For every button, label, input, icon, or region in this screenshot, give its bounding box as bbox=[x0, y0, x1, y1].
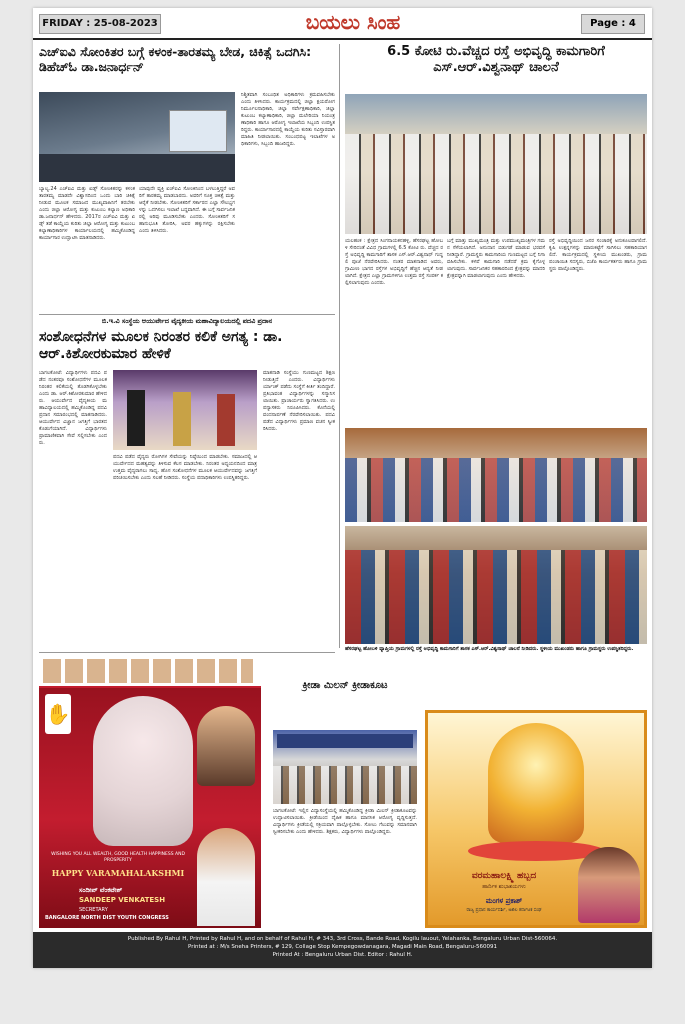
graduation-photo bbox=[113, 370, 257, 450]
goddess-lakshmi-illustration bbox=[93, 696, 193, 846]
crowd-of-people bbox=[345, 458, 647, 522]
sandeep-photo-bottom bbox=[197, 828, 255, 926]
section-divider bbox=[39, 314, 335, 315]
road-body-left: ಯಲಹಂಕ : ಕ್ಷೇತ್ರದ ಸಿಂಗನಾಯಕನಹಳ್ಳಿ, ಹೆಸರಘಟ್ಟ ಹೋಬಳಿ ಸೇರಿದಂತೆ ವಿವಿಧ ಗ್ರಾಮಗಳಲ್ಲಿ 6.5 ಕೋಟಿ ರು. ವೆಚ್ಚದ ರಸ್ತೆ ಅಭಿವೃದ್ಧಿ ಕಾಮಗಾರಿಗೆ ಶಾಸಕ ಎಸ್.ಆರ್.ವಿಶ್ವನಾಥ್ ಗುದ್ದಲಿ ಪೂಜೆ ನೆರವೇರಿಸಿದರು. ನಂತರ ಮಾತನಾಡಿದ ಅವರು, ಗ್ರಾಮೀಣ ಭಾಗದ ರಸ್ತೆಗಳ ಅಭಿವೃದ್ಧಿಗೆ ಹೆಚ್ಚಿನ ಆದ್ಯತೆ ನೀಡಲಾಗಿದೆ. ಕ್ಷೇತ್ರದ ಎಲ್ಲಾ ಗ್ರಾಮಗಳಿಗೂ ಉತ್ತಮ ರಸ್ತೆ ಸಂಪರ್ಕ ಕಲ್ಪಿಸಲಾಗುವುದು ಎಂದರು. bbox=[345, 238, 443, 286]
issue-date: FRIDAY : 25-08-2023 bbox=[39, 14, 161, 34]
imprint-line-2: Printed at : M/s Sneha Printers, # 129, Collage Stop Kempegowdanagara, Magadi Main Road, Bengaluru-560091 bbox=[187, 944, 498, 950]
sandeep-photo-top bbox=[197, 706, 255, 786]
greeting-small-text: WISHING YOU ALL WEALTH, GOOD HEALTH HAPPINESS AND PROSPERITY bbox=[51, 852, 185, 863]
sports-body: ಬಾಗಲಕೋಟೆ: ಇಲ್ಲಿನ ವಿದ್ಯಾಸಂಸ್ಥೆಯಲ್ಲಿ ಹಮ್ಮಿಕೊಂಡಿದ್ದ ಕ್ರೀಡಾ ಮಿಲನ್ ಕ್ರೀಡಾಕೂಟವನ್ನು ಉದ್ಘಾಟಿಸಲಾಯಿತು. ಕ್ರೀಡೆಯಿಂದ ದೈಹಿಕ ಹಾಗೂ ಮಾನಸಿಕ ಆರೋಗ್ಯ ವೃದ್ಧಿಸುತ್ತದೆ. ವಿದ್ಯಾರ್ಥಿಗಳು ಕ್ರೀಡೆಯಲ್ಲಿ ಸಕ್ರಿಯವಾಗಿ ಪಾಲ್ಗೊಳ್ಳಬೇಕು. ಸೋಲು ಗೆಲುವನ್ನು ಸಮಾನವಾಗಿ ಸ್ವೀಕರಿಸಬೇಕು ಎಂದು ಹೇಳಿದರು. ಶಿಕ್ಷಕರು, ವಿದ್ಯಾರ್ಥಿಗಳು ಪಾಲ್ಗೊಂಡಿದ್ದರು. bbox=[273, 808, 417, 835]
leader-portraits bbox=[43, 659, 253, 683]
hiv-headline: ಎಚ್‌ಐವಿ ಸೋಂಕಿತರ ಬಗ್ಗೆ ಕಳಂಕ-ತಾರತಮ್ಯ ಬೇಡ, ಚಿಕಿತ್ಸೆ ಒದಗಿಸಿ: ಡಿಹೆಚ್‌ಓ ಡಾ.ಜನಾರ್ಧನ್ bbox=[39, 44, 312, 74]
crowd-of-people bbox=[345, 134, 647, 234]
road-body-right: ರಸ್ತೆ ಅಭಿವೃದ್ಧಿಯಿಂದ ಜನರ ಸಂಚಾರಕ್ಕೆ ಅನುಕೂಲವಾಗಲಿದೆ. ಕೃಷಿ ಉತ್ಪನ್ನಗಳನ್ನು ಮಾರುಕಟ್ಟೆಗೆ ಸಾಗಿಸಲು ಸಹಕಾರಿಯಾಗಲಿದೆ. ಕಾರ್ಯಕ್ರಮದಲ್ಲಿ ಸ್ಥಳೀಯ ಮುಖಂಡರು, ಗ್ರಾಮ ಪಂಚಾಯಿತಿ ಸದಸ್ಯರು, ಬಿಜೆಪಿ ಕಾರ್ಯಕರ್ತರು ಹಾಗೂ ಗ್ರಾಮಸ್ಥರು ಪಾಲ್ಗೊಂಡಿದ್ದರು. bbox=[549, 238, 647, 272]
road-site-photo-1 bbox=[345, 428, 647, 522]
audience-area bbox=[39, 154, 235, 182]
name-kannada: ಸಂದೀಪ್ ವೆಂಕಟೇಶ್ bbox=[79, 886, 123, 894]
research-body-mid: ಪದವಿ ಪಡೆದ ವೈದ್ಯರು ರೋಗಿಗಳ ಸೇವೆಯನ್ನು ನಿಷ್ಠೆಯಿಂದ ಮಾಡಬೇಕು. ಸಮಾಜದಲ್ಲಿ ಆಯುರ್ವೇದದ ಮಹತ್ವವನ್ನು ತಿಳಿಸುವ ಕೆಲಸ ಮಾಡಬೇಕು. ನಿರಂತರ ಅಧ್ಯಯನದಿಂದ ಮಾತ್ರ ಉತ್ತಮ ವೈದ್ಯರಾಗಲು ಸಾಧ್ಯ. ಹೊಸ ಸಂಶೋಧನೆಗಳ ಮೂಲಕ ಆಯುರ್ವೇದವನ್ನು ಜಗತ್ತಿಗೆ ಪರಿಚಯಿಸಬೇಕು ಎಂದು ಸಲಹೆ ನೀಡಿದರು. ಸಂಸ್ಥೆಯ ಪದಾಧಿಕಾರಿಗಳು ಉಪಸ್ಥಿತರಿದ್ದರು. bbox=[113, 454, 257, 481]
road-headline: 6.5 ಕೋಟಿ ರು.ವೆಚ್ಚದ ರಸ್ತೆ ಅಭಿವೃದ್ಧಿ ಕಾಮಗಾರಿಗೆ ಎಸ್.ಆರ್.ವಿಶ್ವನಾಥ್ ಚಾಲನೆ bbox=[387, 44, 605, 75]
graduate-figure bbox=[127, 390, 145, 446]
guest-figure bbox=[217, 394, 235, 446]
hiv-body-left: ಬ್ಯಾಲ್ಯ.24 ಎಚ್‌ಐವಿ ಮತ್ತು ಏಡ್ಸ್ ಸೋಂಕಿತರನ್ನು ಕಳಂಕ ತಾರತಮ್ಯ ಮಾಡದೇ ವಿಶ್ವಾಸದಿಂದ ಒಂದು ಬಾರಿ ಚಿಕಿತ್ಸೆ ನೀಡುವ ಮೂಲಕ ಸಮಾಜದ ಮುಖ್ಯವಾಹಿನಿಗೆ ತರಬೇಕು ಎಂದು ಜಿಲ್ಲಾ ಆರೋಗ್ಯ ಮತ್ತು ಕುಟುಂಬ ಕಲ್ಯಾಣ ಅಧಿಕಾರಿ ಡಾ.ಜನಾರ್ಧನ್ ಹೇಳಿದರು. 2017ರ ಎಚ್‌ಐವಿ ಮತ್ತು ಏಡ್ಸ್ ತಡೆ ಕಾಯ್ದೆಯ ಕುರಿತು ಜಿಲ್ಲಾ ಆರೋಗ್ಯ ಮತ್ತು ಕುಟುಂಬ ಕಲ್ಯಾಣಾಧಿಕಾರಿಗಳ ಕಾರ್ಯಾಲಯದಲ್ಲಿ ಹಮ್ಮಿಕೊಂಡಿದ್ದ ಕಾರ್ಯಾಗಾರ ಉದ್ಘಾಟಿಸಿ ಮಾತನಾಡಿದರು. bbox=[39, 186, 135, 241]
congress-hand-logo: ✋ bbox=[45, 694, 71, 734]
road-inauguration-photo bbox=[345, 94, 647, 234]
imprint-line-3: Printed At : Bengaluru Urban Dist. Editor : Rahul H. bbox=[272, 952, 413, 958]
road-site-photo-2 bbox=[345, 526, 647, 644]
org-text: BANGALORE NORTH DIST YOUTH CONGRESS bbox=[45, 915, 169, 921]
page-number: Page : 4 bbox=[581, 14, 645, 34]
section-divider bbox=[39, 652, 335, 653]
role-text: ರಾಜ್ಯ ಪ್ರಧಾನ ಕಾರ್ಯದರ್ಶಿ, ಅಖಿಲ ಕರ್ನಾಟಕ ಸಂಘ bbox=[466, 908, 542, 913]
goddess-lakshmi-illustration bbox=[488, 723, 584, 843]
event-banner bbox=[277, 734, 413, 748]
sports-event-photo bbox=[273, 730, 417, 804]
masthead bbox=[33, 8, 652, 40]
road-photo-caption: ಹೆಸರಘಟ್ಟ ಹೋಬಳಿ ವ್ಯಾಪ್ತಿಯ ಗ್ರಾಮಗಳಲ್ಲಿ ರಸ್ತೆ ಅಭಿವೃದ್ಧಿ ಕಾಮಗಾರಿಗೆ ಶಾಸಕ ಎಸ್.ಆರ್.ವಿಶ್ವನಾಥ್ ಚಾಲನೆ ನೀಡಿದರು. ಸ್ಥಳೀಯ ಮುಖಂಡರು ಹಾಗೂ ಗ್ರಾಮಸ್ಥರು ಉಪಸ್ಥಿತರಿದ್ದರು. bbox=[345, 646, 634, 652]
guest-figure bbox=[173, 392, 191, 446]
crowd-of-people bbox=[345, 550, 647, 644]
leaders-portrait-strip bbox=[39, 656, 261, 688]
research-kicker: ಬಿ.ಇ.ವಿ ಸಂಸ್ಥೆಯ ಆಯುರ್ವೇದ ವೈದ್ಯಕೀಯ ಮಹಾವಿದ್ಯಾಲಯದಲ್ಲಿ ಪದವಿ ಪ್ರದಾನ bbox=[101, 318, 273, 325]
imprint-line-1: Published By Rahul H, Printed by Rahul H, and on behalf of Rahul H, # 343, 3rd Cross, Bande Road, Kogilu lauout, Yelahanka, Bengaluru Urban Dist-560064. bbox=[127, 936, 558, 942]
hiv-workshop-photo bbox=[39, 92, 235, 182]
sports-headline: ಕ್ರೀಡಾ ಮಿಲನ್ ಕ್ರೀಡಾಕೂಟ bbox=[302, 680, 388, 691]
role-text: SECRETARY bbox=[79, 907, 108, 913]
column-rule bbox=[339, 44, 340, 648]
greeting-text: HAPPY VARAMAHALAKSHMI bbox=[51, 868, 185, 878]
imprint-footer bbox=[33, 932, 652, 968]
name-text: ಮಂಗಳ ಪ್ರಕಾಶ್ bbox=[485, 897, 523, 905]
festival-greeting-ad-left bbox=[39, 656, 261, 928]
hiv-body-mid: ಯಾವುದೇ ವ್ಯಕ್ತಿ ಏಚ್‌ಐವಿ ಸೋಂಕಿನಿಂದ ಬಳಲುತ್ತಿದ್ದರೆ ಅವರಿಗೆ ತಾರತಮ್ಯ ಮಾಡಬಾರದು. ಅವರಿಗೆ ಸೂಕ್ತ ಚಿಕಿತ್ಸೆ ಮತ್ತು ಆರೈಕೆ ನೀಡಬೇಕು. ಸೋಂಕಿತರಿಗೆ ಸರ್ಕಾರದ ಎಲ್ಲಾ ಸೌಲಭ್ಯಗಳನ್ನು ಒದಗಿಸಲು ಇಲಾಖೆ ಬದ್ಧವಾಗಿದೆ. ಈ ಬಗ್ಗೆ ಸಾರ್ವಜನಿಕರಲ್ಲಿ ಅರಿವು ಮೂಡಿಸಬೇಕು ಎಂದರು. ಸೋಂಕಿತರಿಗೆ ಸಹಾನುಭೂತಿ ತೋರಿಸಿ, ಅವರ ಹಕ್ಕುಗಳನ್ನು ರಕ್ಷಿಸಬೇಕು ಎಂದು ತಿಳಿಸಿದರು. bbox=[139, 186, 235, 234]
name-english: SANDEEP VENKATESH bbox=[79, 896, 166, 904]
research-body-right: ಮಾತನಾಡಿ ಸಂಸ್ಥೆಯು ಗುಣಮಟ್ಟದ ಶಿಕ್ಷಣ ನೀಡುತ್ತಿದೆ ಎಂದರು. ವಿದ್ಯಾರ್ಥಿಗಳು ರ್ಯಾಂಕ್ ಪಡೆದು ಸಂಸ್ಥೆಗೆ ಕೀರ್ತಿ ತಂದಿದ್ದಾರೆ. ಪ್ರತಿಭಾವಂತ ವಿದ್ಯಾರ್ಥಿಗಳನ್ನು ಸನ್ಮಾನಿಸಲಾಯಿತು. ಪ್ರಾಚಾರ್ಯರು ಸ್ವಾಗತಿಸಿದರು. ಉಪನ್ಯಾಸಕರು ನಿರೂಪಿಸಿದರು. ಕೊನೆಯಲ್ಲಿ ವಂದನಾರ್ಪಣೆ ನೆರವೇರಿಸಲಾಯಿತು. ಪದವಿ ಪಡೆದ ವಿದ್ಯಾರ್ಥಿಗಳು ಪ್ರಮಾಣ ವಚನ ಸ್ವೀಕರಿಸಿದರು. bbox=[263, 370, 335, 432]
greeting-text: ವರಮಹಾಲಕ್ಷ್ಮಿ ಹಬ್ಬದ bbox=[471, 871, 537, 881]
newspaper-title: ಬಯಲು ಸಿಂಹ bbox=[305, 10, 401, 34]
greeting-subtext: ಹಾರ್ದಿಕ ಶುಭಾಶಯಗಳು bbox=[482, 884, 526, 890]
crowd-of-people bbox=[273, 766, 417, 804]
festival-greeting-ad-right bbox=[425, 710, 647, 928]
hiv-body-right: ನಿಶ್ಚಿತವಾಗಿ ಸಂಬಂಧಿತ ಅಧಿಕಾರಿಗಳು ಕ್ರಮವಹಿಸಬೇಕು ಎಂದು ತಿಳಿಸಿದರು. ಕಾರ್ಯಕ್ರಮದಲ್ಲಿ ಜಿಲ್ಲಾ ಕ್ಷಯರೋಗ ನಿರ್ಮೂಲನಾಧಿಕಾರಿ, ಜಿಲ್ಲಾ ಸರ್ವೇಕ್ಷಣಾಧಿಕಾರಿ, ಜಿಲ್ಲಾ ಕುಟುಂಬ ಕಲ್ಯಾಣಾಧಿಕಾರಿ, ಜಿಲ್ಲಾ ಮಲೇರಿಯಾ ನಿಯಂತ್ರಣಾಧಿಕಾರಿ ಹಾಗೂ ಆರೋಗ್ಯ ಇಲಾಖೆಯ ಸಿಬ್ಬಂದಿ ಉಪಸ್ಥಿತರಿದ್ದರು. ಕಾರ್ಯಾಗಾರದಲ್ಲಿ ಕಾಯ್ದೆಯ ಕುರಿತು ಸವಿಸ್ತಾರವಾಗಿ ಮಾಹಿತಿ ನೀಡಲಾಯಿತು. ಸಂಬಂಧಪಟ್ಟ ಇಲಾಖೆಗಳ ಅಧಿಕಾರಿಗಳು, ಸಿಬ್ಬಂದಿ ಹಾಜರಿದ್ದರು. bbox=[241, 92, 335, 147]
research-body-left: ಬಾಗಲಕೋಟೆ: ವಿದ್ಯಾರ್ಥಿಗಳು ಪದವಿ ಪಡೆದ ನಂತರವೂ ಸಂಶೋಧನೆಗಳ ಮೂಲಕ ನಿರಂತರ ಕಲಿಕೆಯಲ್ಲಿ ತೊಡಗಿಕೊಳ್ಳಬೇಕು ಎಂದು ಡಾ. ಆರ್.ಕಿಶೋರಕುಮಾರ ಹೇಳಿದರು. ಆಯುರ್ವೇದ ವೈದ್ಯಕೀಯ ಮಹಾವಿದ್ಯಾಲಯದಲ್ಲಿ ಹಮ್ಮಿಕೊಂಡಿದ್ದ ಪದವಿ ಪ್ರದಾನ ಸಮಾರಂಭದಲ್ಲಿ ಮಾತನಾಡಿದರು. ಆಯುರ್ವೇದ ವಿಜ್ಞಾನ ಜಗತ್ತಿಗೆ ಭಾರತದ ಕೊಡುಗೆಯಾಗಿದೆ. ವಿದ್ಯಾರ್ಥಿಗಳು ಪ್ರಾಮಾಣಿಕವಾಗಿ ಸೇವೆ ಸಲ್ಲಿಸಬೇಕು ಎಂದರು. bbox=[39, 370, 107, 446]
research-headline: ಸಂಶೋಧನೆಗಳ ಮೂಲಕ ನಿರಂತರ ಕಲಿಕೆ ಅಗತ್ಯ : ಡಾ. ಆರ್.ಕಿಶೋರಕುಮಾರ ಹೇಳಿಕೆ bbox=[39, 329, 283, 362]
newspaper-page bbox=[33, 8, 652, 968]
road-body-mid: ಬಗ್ಗೆ ಮಾತ್ತು ಮುಖ್ಯಮಂತ್ರಿ ಮತ್ತು ಉಪಮುಖ್ಯಮಂತ್ರಿಗಳ ಗಮನ ಸೆಳೆಯಲಾಗಿದೆ. ಅನುದಾನ ಬಿಡುಗಡೆ ಮಾಡುವ ಭರವಸೆ ನೀಡಿದ್ದಾರೆ. ಗ್ರಾಮಸ್ಥರು ಕಾಮಗಾರಿಯ ಗುಣಮಟ್ಟದ ಬಗ್ಗೆ ನಿಗಾ ವಹಿಸಬೇಕು. ಕಳಪೆ ಕಾಮಗಾರಿ ನಡೆದರೆ ಕ್ರಮ ಕೈಗೊಳ್ಳಲಾಗುವುದು. ಸಾರ್ವಜನಿಕರ ಸಹಕಾರದಿಂದ ಕ್ಷೇತ್ರವನ್ನು ಮಾದರಿ ಕ್ಷೇತ್ರವನ್ನಾಗಿ ಮಾಡಲಾಗುವುದು ಎಂದು ಹೇಳಿದರು. bbox=[447, 238, 545, 279]
mangala-prakash-photo bbox=[578, 847, 640, 923]
projector-screen bbox=[169, 110, 227, 152]
